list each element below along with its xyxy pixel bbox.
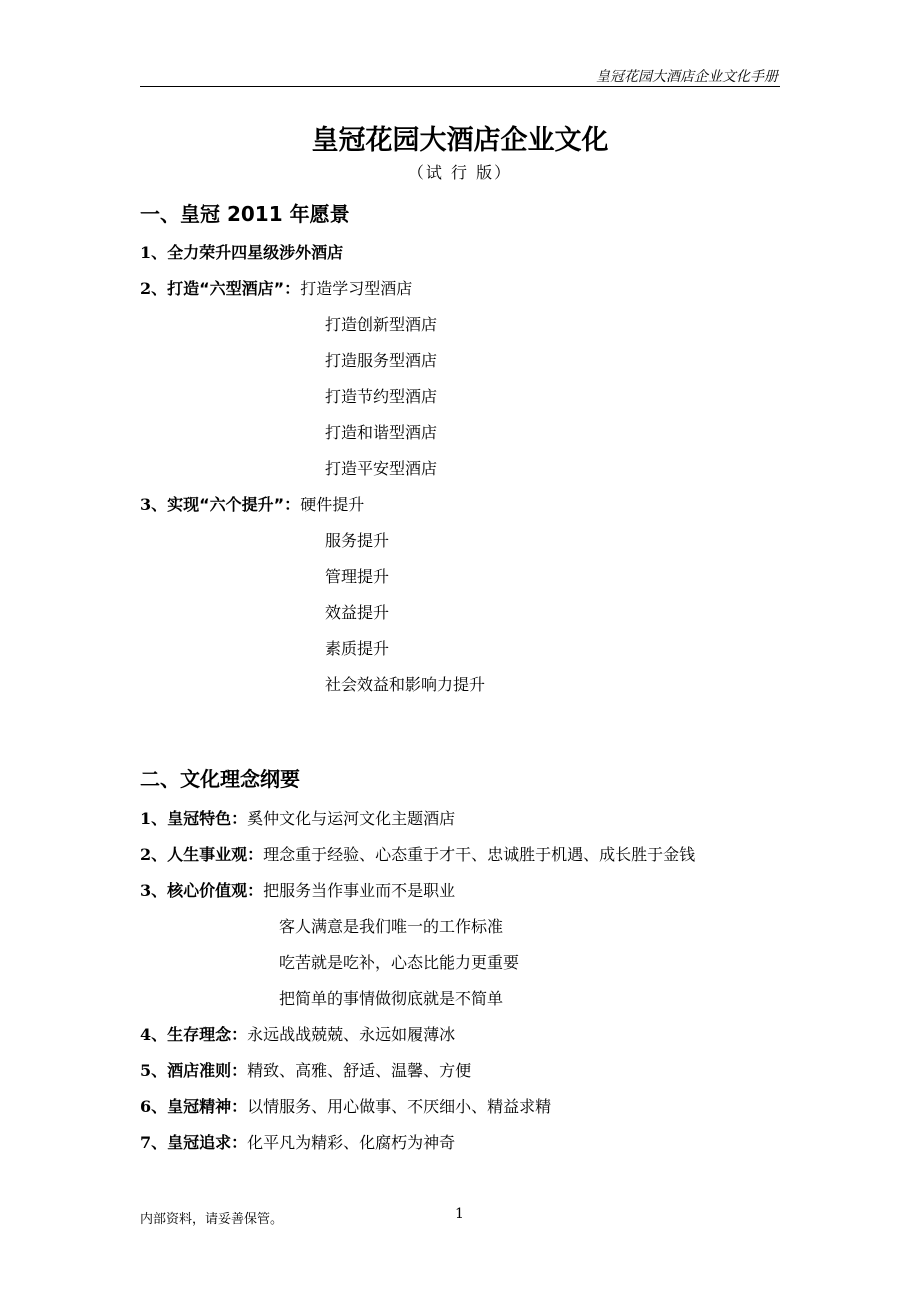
item-number: 7、 xyxy=(140,1133,168,1152)
core-value-line: 客人满意是我们唯一的工作标准 xyxy=(279,917,504,936)
six-improvements-line: 素质提升 xyxy=(325,639,390,658)
six-improvements-line: 社会效益和影响力提升 xyxy=(325,675,486,694)
item-value: 化平凡为精彩、化腐朽为神奇 xyxy=(247,1133,456,1152)
item-value: 以情服务、用心做事、不厌细小、精益求精 xyxy=(247,1097,552,1116)
item-label: 皇冠特色： xyxy=(167,809,248,828)
item-value: 永远战战兢兢、永远如履薄冰 xyxy=(247,1025,456,1044)
six-type-hotel-line: 打造和谐型酒店 xyxy=(325,423,438,442)
item-label: 人生事业观： xyxy=(167,845,264,864)
vision-item-1 xyxy=(140,240,343,263)
item-label: 实现“六个提升”： xyxy=(167,495,301,514)
document-title: 皇冠花园大酒店企业文化 xyxy=(311,125,609,156)
item-value: 奚仲文化与运河文化主题酒店 xyxy=(247,809,456,828)
six-type-hotel-line: 打造创新型酒店 xyxy=(325,315,438,334)
item-label: 皇冠精神： xyxy=(167,1097,248,1116)
item-value: 精致、高雅、舒适、温馨、方便 xyxy=(247,1061,472,1080)
six-type-hotel-line: 打造节约型酒店 xyxy=(325,387,438,406)
item-number: 2、 xyxy=(140,279,168,298)
culture-item-4 xyxy=(140,1022,455,1045)
running-header: 皇冠花园大酒店企业文化手册 xyxy=(596,69,778,85)
item-value: 理念重于经验、心态重于才干、忠诚胜于机遇、成长胜于金钱 xyxy=(263,845,696,864)
item-label: 全力荣升四星级涉外酒店 xyxy=(167,243,344,262)
item-label: 皇冠追求： xyxy=(167,1133,248,1152)
item-value: 硬件提升 xyxy=(300,495,365,514)
item-number: 3、 xyxy=(140,495,168,514)
footer-confidential-note: 内部资料，请妥善保管。 xyxy=(140,1212,284,1227)
six-type-hotel-line: 打造平安型酒店 xyxy=(325,459,438,478)
item-label: 核心价值观： xyxy=(167,881,264,900)
culture-item-2 xyxy=(140,842,695,865)
vision-item-3 xyxy=(140,492,364,515)
item-number: 5、 xyxy=(140,1061,168,1080)
six-improvements-line: 服务提升 xyxy=(325,531,390,550)
core-value-line: 把简单的事情做彻底就是不简单 xyxy=(279,989,504,1008)
item-number: 6、 xyxy=(140,1097,168,1116)
page-number: 1 xyxy=(455,1206,464,1222)
header-divider xyxy=(140,86,780,87)
six-type-hotel-line: 打造服务型酒店 xyxy=(325,351,438,370)
six-improvements-line: 管理提升 xyxy=(325,567,390,586)
item-number: 1、 xyxy=(140,243,168,262)
item-number: 2、 xyxy=(140,845,168,864)
culture-item-6 xyxy=(140,1094,551,1117)
culture-item-7 xyxy=(140,1130,455,1153)
item-label: 酒店准则： xyxy=(167,1061,248,1080)
vision-item-2 xyxy=(140,276,412,299)
culture-item-3 xyxy=(140,878,455,901)
section-heading-vision: 一、皇冠 2011 年愿景 xyxy=(140,202,350,226)
document-subtitle: （试 行 版） xyxy=(407,163,513,182)
item-number: 1、 xyxy=(140,809,168,828)
culture-item-1 xyxy=(140,806,455,829)
item-number: 3、 xyxy=(140,881,168,900)
item-value: 把服务当作事业而不是职业 xyxy=(263,881,456,900)
item-label: 生存理念： xyxy=(167,1025,248,1044)
section-heading-culture: 二、文化理念纲要 xyxy=(140,767,300,791)
item-label: 打造“六型酒店”： xyxy=(167,279,301,298)
culture-item-5 xyxy=(140,1058,471,1081)
item-number: 4、 xyxy=(140,1025,168,1044)
item-value: 打造学习型酒店 xyxy=(300,279,413,298)
six-improvements-line: 效益提升 xyxy=(325,603,390,622)
core-value-line: 吃苦就是吃补，心态比能力更重要 xyxy=(279,953,520,972)
